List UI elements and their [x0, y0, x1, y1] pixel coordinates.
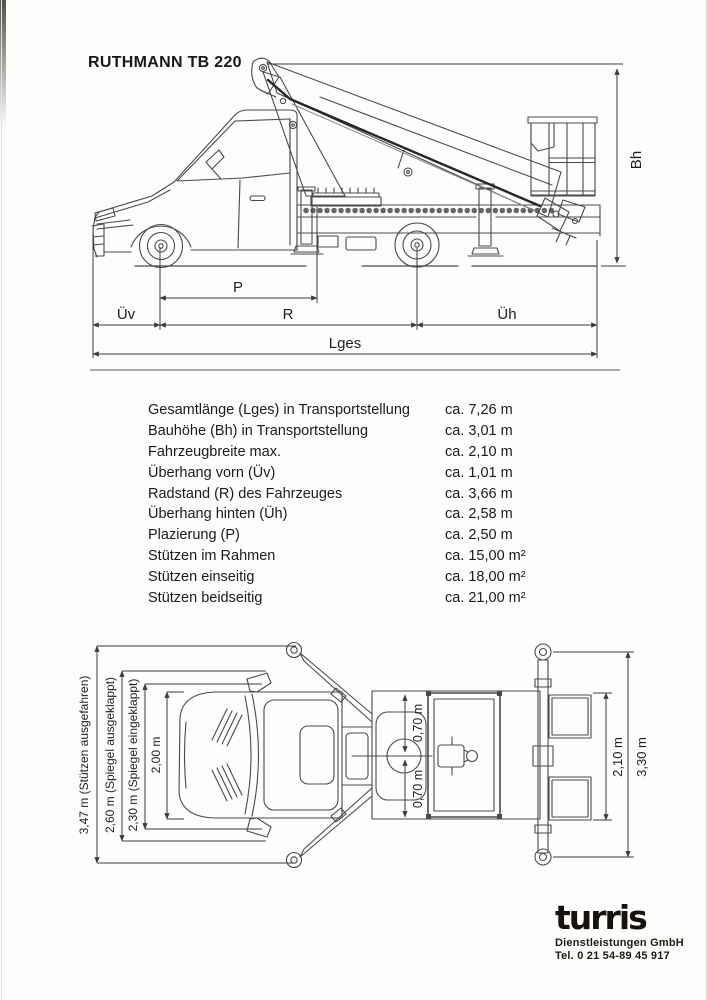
spec-value: ca. 2,50 m — [445, 527, 513, 544]
dim-label-outrigger-span: 3,30 m — [634, 737, 649, 777]
rear-outrigger-beam — [533, 644, 553, 865]
skirt — [104, 250, 297, 252]
door-handle — [250, 196, 265, 201]
hood-vent-top — [212, 709, 242, 746]
front-outrigger-top — [287, 643, 373, 723]
turris-logo: turris — [555, 898, 646, 937]
spec-label: Fahrzeugbreite max. — [148, 443, 281, 460]
spec-row — [148, 504, 588, 525]
side-view-dimension-labels — [117, 151, 645, 352]
spec-table — [148, 400, 588, 608]
spec-row — [148, 421, 588, 442]
spec-row — [148, 462, 588, 483]
side-view-drawing — [0, 45, 708, 380]
spec-value: ca. 7,26 m — [445, 402, 513, 419]
dim-label-half-width-top: 0,70 m — [411, 703, 425, 743]
truck-side-outline — [92, 58, 600, 267]
dim-label-mirrors-out: 2,60 m (Spiegel ausgeklappt) — [103, 676, 117, 834]
spec-value: ca. 3,66 m — [445, 485, 513, 502]
dim-label-r: R — [282, 306, 294, 323]
footer-company: Dienstleistungen GmbH — [555, 937, 684, 949]
dim-label-lges: Lges — [328, 335, 362, 352]
spec-value: ca. 18,00 m² — [445, 568, 526, 585]
hood-crease — [95, 190, 170, 218]
spec-value: ca. 2,58 m — [445, 506, 513, 523]
spec-label: Überhang vorn (Üv) — [148, 464, 276, 481]
spec-label: Bauhöhe (Bh) in Transportstellung — [148, 423, 369, 440]
spec-row — [148, 546, 588, 567]
front-outrigger-bottom — [287, 788, 373, 868]
front-wheel — [140, 225, 183, 268]
stabilizer-pads — [549, 695, 591, 820]
spec-row — [148, 442, 588, 463]
boom-support-arm — [263, 72, 345, 196]
dim-label-mirrors-in: 2,30 m (Spiegel eingeklappt) — [126, 678, 140, 832]
spec-row — [148, 483, 588, 504]
spec-label: Stützen beidseitig — [148, 589, 263, 606]
dim-label-bh: Bh — [628, 150, 645, 170]
dim-label-pad-span: 2,10 m — [610, 737, 625, 777]
top-view-dimension-labels-right — [411, 704, 649, 808]
toolbox — [318, 236, 338, 247]
spec-label: Stützen im Rahmen — [148, 547, 276, 564]
hood-vent-bottom — [212, 764, 242, 801]
roof-panel — [264, 700, 338, 810]
door-seams — [238, 119, 290, 248]
top-view-dimension-labels-left — [77, 676, 163, 835]
dim-label-p: P — [232, 279, 244, 296]
cab-window — [177, 119, 290, 181]
spec-value: ca. 15,00 m² — [445, 547, 526, 564]
footer — [555, 898, 685, 963]
front-bumper-line — [185, 722, 187, 788]
spec-label: Überhang hinten (Üh) — [148, 506, 288, 523]
mirror — [206, 150, 224, 179]
cab-outline — [93, 110, 297, 257]
roof-hatch — [300, 726, 334, 784]
boom-body — [267, 62, 561, 217]
spec-value: ca. 3,01 m — [445, 423, 513, 440]
dim-label-half-width-bottom: 0,70 m — [411, 769, 425, 809]
top-view-dimensions-right — [405, 652, 634, 857]
turntable-base — [311, 188, 381, 206]
page-title: RUTHMANN TB 220 — [88, 54, 242, 71]
van-body — [179, 692, 342, 818]
windshield-curve — [245, 694, 259, 816]
boom — [252, 58, 561, 217]
spec-row — [148, 587, 588, 608]
spec-value: ca. 2,10 m — [445, 443, 513, 460]
spec-row — [148, 400, 588, 421]
footer-phone: Tel. 0 21 54-89 45 917 — [555, 950, 670, 962]
top-view-drawing — [0, 630, 708, 892]
spec-label: Radstand (R) des Fahrzeuges — [148, 485, 343, 502]
dim-label-ueh: Üh — [497, 306, 517, 323]
dim-label-uev: Üv — [116, 306, 136, 323]
dim-label-outriggers-extended: 3,47 m (Stützen ausgefahren) — [77, 675, 91, 835]
mirror-bottom — [247, 818, 271, 837]
boom-rest — [438, 737, 478, 775]
mirror-top — [247, 673, 271, 692]
spec-label: Stützen einseitig — [148, 568, 255, 585]
spec-row — [148, 566, 588, 587]
spec-row — [148, 525, 588, 546]
spec-value: ca. 21,00 m² — [445, 589, 526, 606]
tank — [346, 237, 376, 250]
basket — [528, 117, 597, 196]
spec-value: ca. 1,01 m — [445, 464, 513, 481]
dim-label-body-width: 2,00 m — [149, 736, 163, 774]
spec-label: Plazierung (P) — [148, 527, 240, 544]
truck-top-outline — [179, 643, 591, 868]
spec-label: Gesamtlänge (Lges) in Transportstellung — [148, 402, 410, 419]
rear-outrigger-leg — [468, 184, 503, 256]
